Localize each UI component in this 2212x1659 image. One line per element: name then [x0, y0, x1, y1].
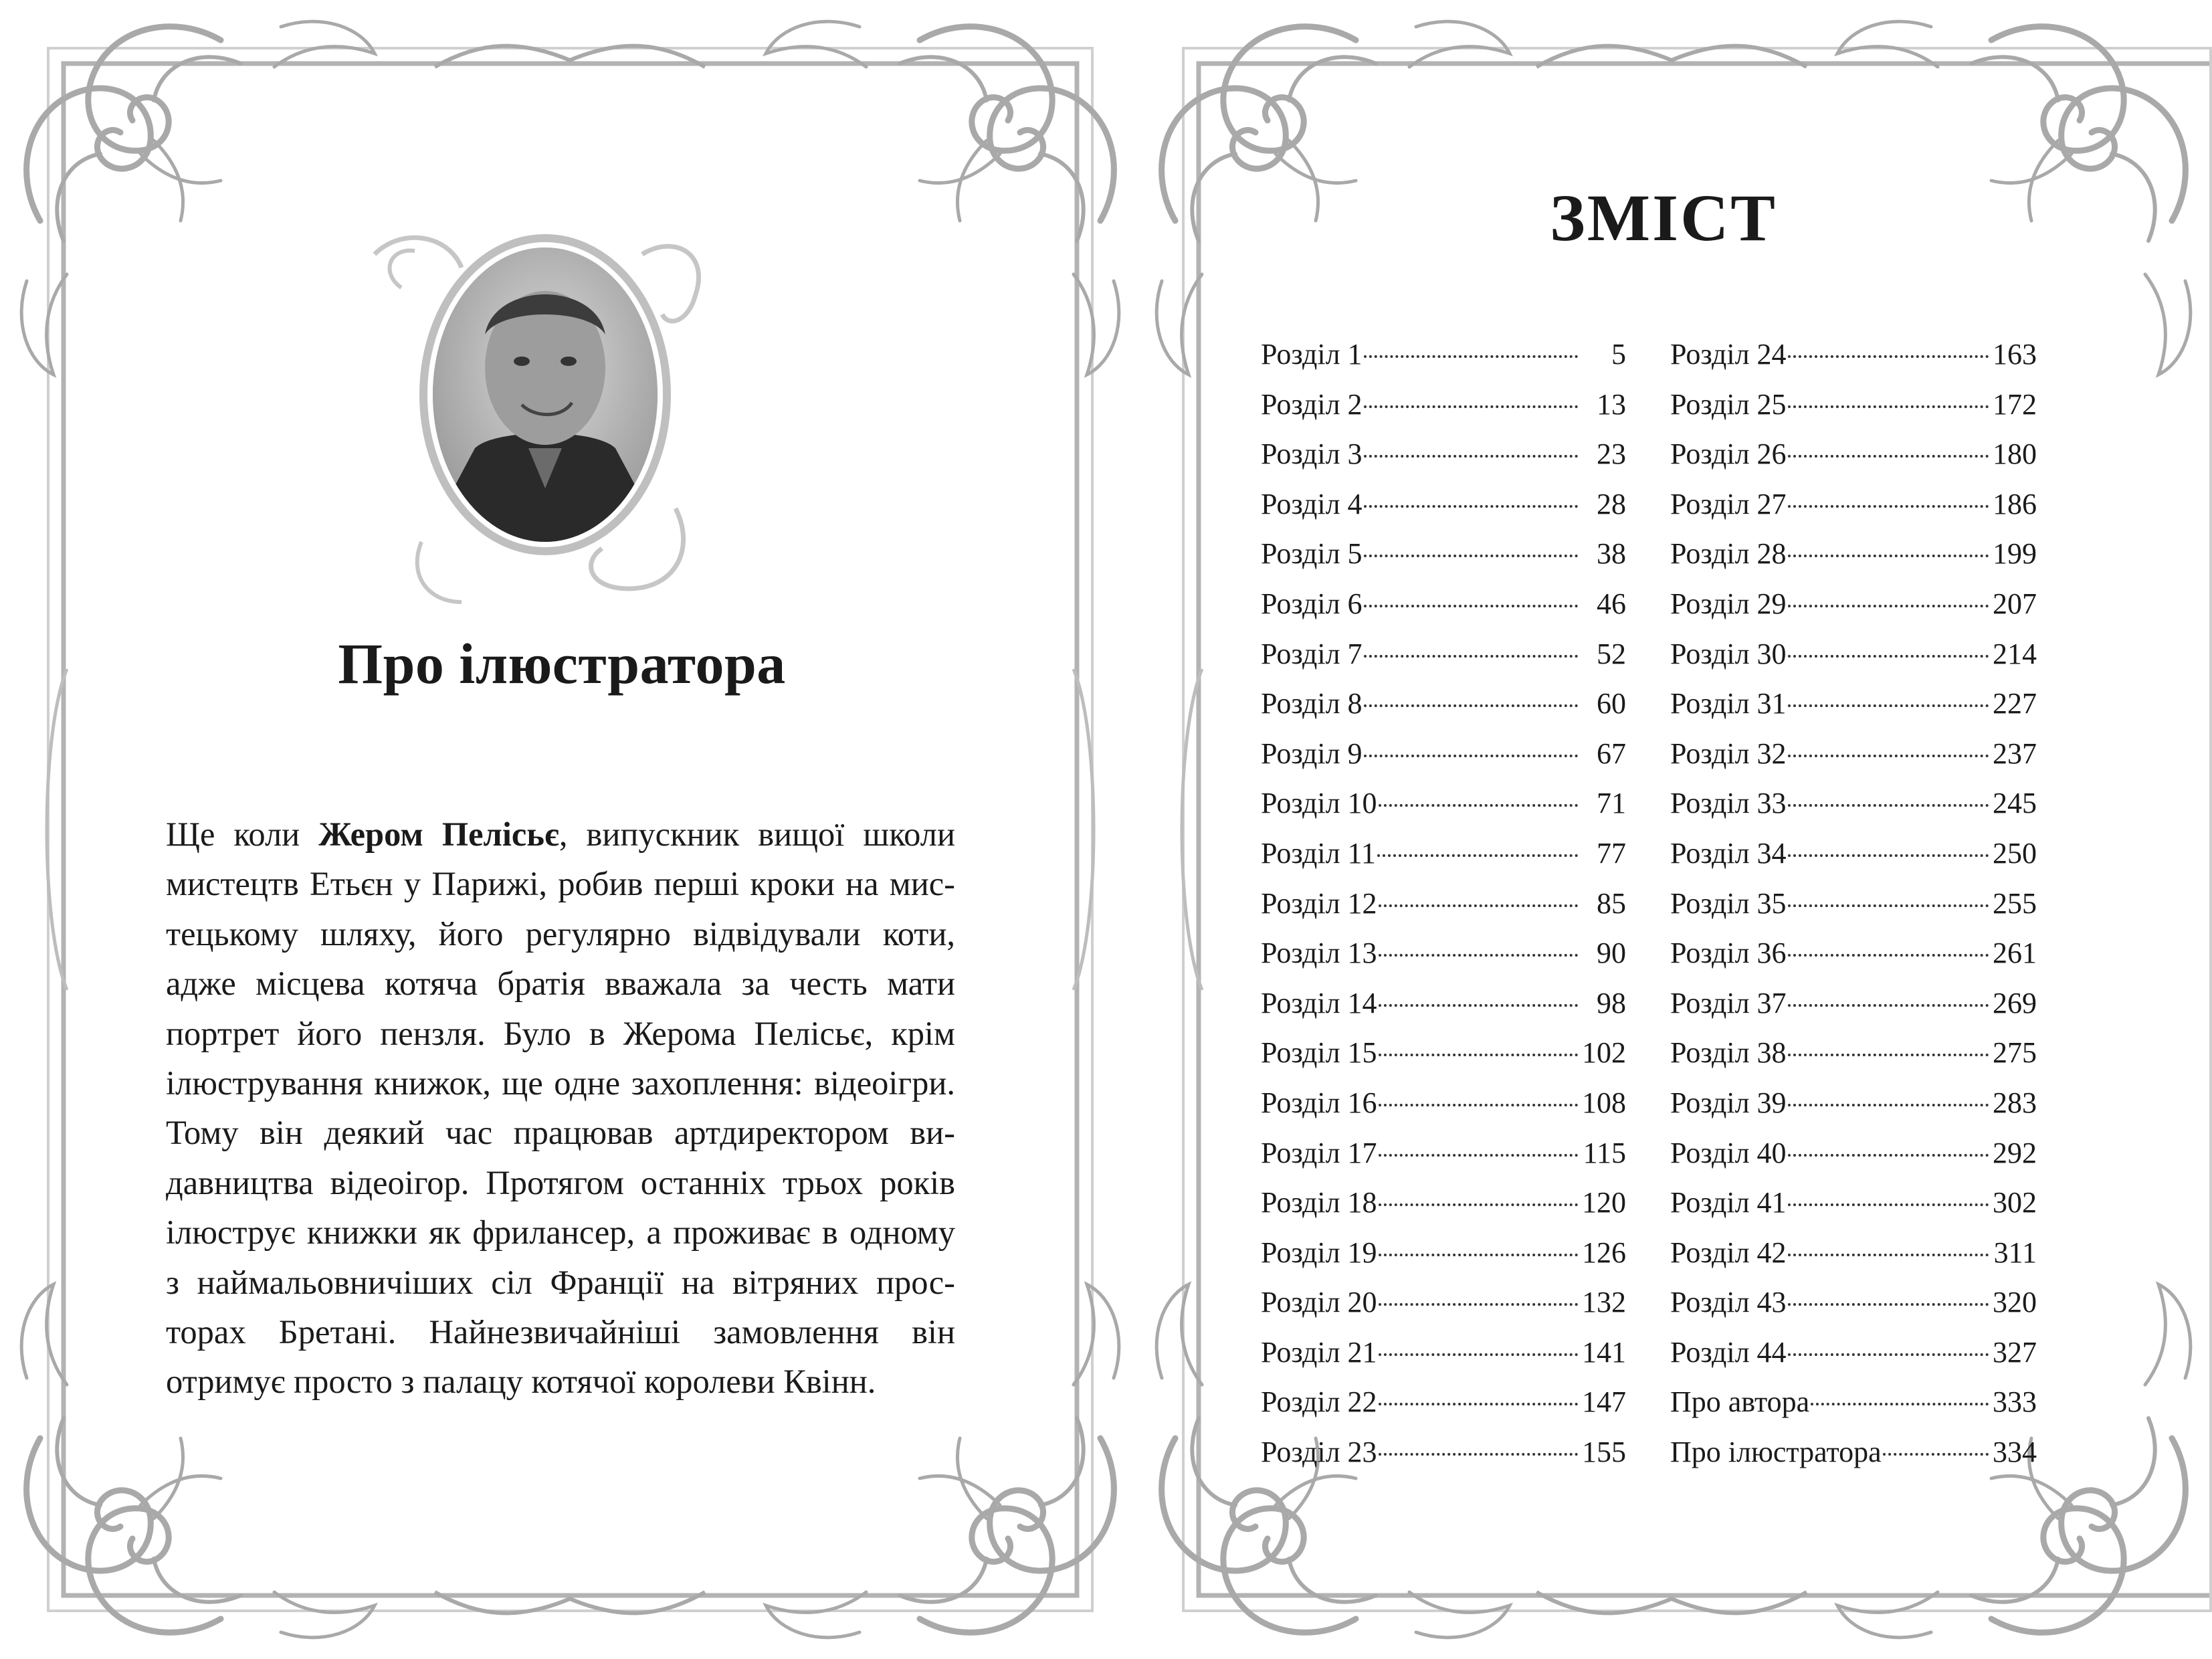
toc-leader-dots	[1788, 555, 1989, 557]
toc-entry[interactable]	[1670, 1185, 2037, 1236]
toc-entry-label: Розділ 9	[1261, 737, 1363, 770]
toc-entry[interactable]	[1261, 536, 1626, 587]
toc-entry[interactable]	[1670, 936, 2037, 986]
toc-leader-dots	[1379, 1353, 1578, 1356]
bio-line: портрет його пензля. Було в Жерома Пелісьє, крім	[166, 1014, 955, 1052]
bio-line: ілюстрування книжок, ще одне захоплення: відеоігри.	[166, 1064, 955, 1102]
toc-entry-label: Розділ 21	[1261, 1335, 1377, 1369]
toc-entry-label: Розділ 24	[1670, 338, 1787, 371]
toc-entry-page: 77	[1597, 836, 1626, 870]
toc-entry[interactable]	[1261, 1086, 1626, 1136]
right-page	[1135, 0, 2212, 1659]
toc-entry-page: 120	[1582, 1186, 1626, 1219]
toc-entry-page: 214	[1993, 637, 2037, 670]
toc-entry-page: 311	[1993, 1236, 2037, 1269]
toc-entry-label: Розділ 28	[1670, 537, 1787, 571]
toc-entry-page: 108	[1582, 1086, 1626, 1119]
toc-entry-label: Розділ 7	[1261, 637, 1363, 670]
toc-leader-dots	[1788, 1104, 1989, 1106]
toc-leader-dots	[1788, 804, 1989, 807]
toc-entry-label: Розділ 18	[1261, 1186, 1377, 1219]
portrait-frame	[361, 227, 736, 615]
toc-entry[interactable]	[1670, 536, 2037, 587]
toc-leader-dots	[1379, 1403, 1578, 1405]
toc-entry-page: 199	[1993, 537, 2037, 571]
toc-entry-page: 85	[1597, 886, 1626, 920]
toc-entry[interactable]	[1261, 686, 1626, 737]
toc-entry-label: Розділ 33	[1670, 787, 1787, 820]
toc-entry-page: 163	[1993, 338, 2037, 371]
toc-leader-dots	[1788, 655, 1989, 658]
left-page	[0, 0, 1077, 1659]
toc-entry-label: Розділ 32	[1670, 737, 1787, 770]
toc-entry[interactable]	[1261, 337, 1626, 387]
toc-leader-dots	[1811, 1403, 1989, 1405]
toc-entry-label: Розділ 27	[1670, 487, 1787, 520]
toc-entry-page: 292	[1993, 1136, 2037, 1169]
toc-leader-dots	[1379, 1203, 1578, 1206]
toc-entry[interactable]	[1261, 836, 1626, 886]
toc-entry-page: 147	[1582, 1385, 1626, 1419]
toc-leader-dots	[1379, 1154, 1578, 1157]
toc-entry-page: 250	[1993, 836, 2037, 870]
toc-entry-page: 255	[1993, 886, 2037, 920]
toc-entry-label: Розділ 37	[1670, 986, 1787, 1019]
toc-leader-dots	[1364, 355, 1578, 358]
toc-entry-page: 261	[1993, 937, 2037, 970]
toc-entry-label: Розділ 25	[1670, 387, 1787, 421]
toc-leader-dots	[1379, 1104, 1578, 1106]
toc-entry-label: Розділ 13	[1261, 937, 1377, 970]
toc-entry-label: Розділ 44	[1670, 1335, 1787, 1369]
toc-entry-label: Про ілюстратора	[1670, 1436, 1882, 1469]
toc-entry[interactable]	[1670, 886, 2037, 937]
toc-entry-label: Розділ 10	[1261, 787, 1377, 820]
bio-line: з наймальовничіших сіл Франції на вітряних прос-	[166, 1263, 955, 1301]
toc-entry-label: Розділ 4	[1261, 487, 1363, 520]
toc-entry-page: 186	[1993, 487, 2037, 520]
toc-entry[interactable]	[1670, 686, 2037, 737]
bio-line	[166, 809, 955, 859]
illustrator-name: Жером Пелісьє	[318, 815, 559, 853]
toc-column-2	[1670, 337, 2037, 1485]
toc-entry[interactable]	[1670, 337, 2037, 387]
bio-line: давництва відеоігор. Протягом останніх трьох років	[166, 1163, 955, 1201]
toc-leader-dots	[1364, 555, 1578, 557]
toc-entry-page: 207	[1993, 587, 2037, 620]
toc-leader-dots	[1379, 904, 1578, 907]
toc-leader-dots	[1788, 505, 1989, 508]
bio-text: Ще коли	[166, 815, 319, 853]
toc-entry[interactable]	[1261, 1236, 1626, 1286]
toc-entry-label: Розділ 42	[1670, 1236, 1787, 1269]
toc-entry-page: 333	[1993, 1385, 2037, 1419]
toc-entry-page: 275	[1993, 1036, 2037, 1070]
toc-entry-label: Розділ 39	[1670, 1086, 1787, 1119]
toc-entry-label: Розділ 5	[1261, 537, 1363, 571]
toc-leader-dots	[1377, 854, 1578, 857]
toc-entry[interactable]	[1261, 1185, 1626, 1236]
toc-entry[interactable]	[1670, 1285, 2037, 1335]
toc-entry-page: 327	[1993, 1335, 2037, 1369]
toc-entry-label: Розділ 3	[1261, 437, 1363, 471]
toc-leader-dots	[1788, 1203, 1989, 1206]
toc-entry[interactable]	[1261, 786, 1626, 836]
toc-entry-label: Розділ 43	[1670, 1286, 1787, 1319]
toc-entry-label: Розділ 35	[1670, 886, 1787, 920]
toc-entry[interactable]	[1261, 886, 1626, 937]
bio-line: ілюструє книжки як фрилансер, а проживає в одному	[166, 1213, 955, 1252]
toc-leader-dots	[1788, 1004, 1989, 1007]
toc-entry[interactable]	[1261, 1285, 1626, 1335]
toc-entry-label: Розділ 34	[1670, 836, 1787, 870]
toc-entry-page: 13	[1597, 387, 1626, 421]
toc-leader-dots	[1379, 954, 1578, 957]
toc-entry[interactable]	[1261, 487, 1626, 537]
toc-entry[interactable]	[1670, 637, 2037, 687]
toc-entry[interactable]	[1670, 1385, 2037, 1435]
bio-line: мистецтв Етьєн у Парижі, робив перші кроки на мис-	[166, 865, 955, 903]
bio-line: адже місцева котяча братія вважала за честь мати	[166, 965, 955, 1003]
illustrator-bio	[166, 809, 955, 1407]
toc-entry-page: 52	[1597, 637, 1626, 670]
bio-text: , випускник вищої школи	[559, 815, 955, 853]
toc-entry[interactable]	[1261, 737, 1626, 787]
toc-entry[interactable]	[1261, 387, 1626, 437]
toc-leader-dots	[1364, 405, 1578, 408]
toc-leader-dots	[1788, 1154, 1989, 1157]
toc-entry[interactable]	[1261, 437, 1626, 487]
toc-entry[interactable]	[1670, 1236, 2037, 1286]
toc-leader-dots	[1883, 1453, 1989, 1456]
toc-entry-page: 141	[1582, 1335, 1626, 1369]
toc-leader-dots	[1788, 1353, 1989, 1356]
toc-entry-page: 98	[1597, 986, 1626, 1019]
toc-entry-page: 237	[1993, 737, 2037, 770]
toc-entry-label: Розділ 2	[1261, 387, 1363, 421]
toc-entry-page: 180	[1993, 437, 2037, 471]
page-title: Про ілюстратора	[338, 631, 786, 696]
toc-entry-label: Розділ 16	[1261, 1086, 1377, 1119]
toc-entry-page: 67	[1597, 737, 1626, 770]
toc-entry-page: 126	[1582, 1236, 1626, 1269]
toc-entry[interactable]	[1261, 1385, 1626, 1435]
toc-leader-dots	[1364, 755, 1578, 757]
toc-leader-dots	[1788, 1303, 1989, 1306]
toc-entry[interactable]	[1670, 387, 2037, 437]
toc-entry-label: Розділ 41	[1670, 1186, 1787, 1219]
toc-leader-dots	[1364, 605, 1578, 607]
toc-entry-label: Розділ 12	[1261, 886, 1377, 920]
toc-leader-dots	[1788, 1054, 1989, 1056]
toc-leader-dots	[1379, 804, 1578, 807]
toc-entry-page: 132	[1582, 1286, 1626, 1319]
toc-entry[interactable]	[1670, 587, 2037, 637]
toc-entry-page: 71	[1597, 787, 1626, 820]
toc-leader-dots	[1379, 1303, 1578, 1306]
toc-entry-label: Розділ 17	[1261, 1136, 1377, 1169]
toc-entry-page: 227	[1993, 687, 2037, 720]
toc-entry-label: Розділ 23	[1261, 1436, 1377, 1469]
toc-leader-dots	[1788, 755, 1989, 757]
toc-entry-page: 5	[1611, 338, 1626, 371]
toc-leader-dots	[1364, 704, 1578, 707]
toc-entry[interactable]	[1670, 737, 2037, 787]
toc-entry-label: Розділ 30	[1670, 637, 1787, 670]
toc-entry[interactable]	[1261, 1435, 1626, 1485]
toc-entry-page: 60	[1597, 687, 1626, 720]
toc-entry[interactable]	[1670, 836, 2037, 886]
toc-leader-dots	[1379, 1054, 1578, 1056]
toc-entry[interactable]	[1670, 487, 2037, 537]
toc-entry-page: 320	[1993, 1286, 2037, 1319]
bio-line: отримує просто з палацу котячої королеви Квінн.	[166, 1363, 876, 1401]
toc-entry-page: 46	[1597, 587, 1626, 620]
toc-leader-dots	[1788, 904, 1989, 907]
toc-entry-label: Розділ 20	[1261, 1286, 1377, 1319]
toc-column-1	[1261, 337, 1626, 1485]
toc-entry[interactable]	[1261, 1036, 1626, 1086]
toc-entry-page: 334	[1993, 1436, 2037, 1469]
toc-entry-label: Розділ 11	[1261, 836, 1376, 870]
toc-leader-dots	[1788, 704, 1989, 707]
toc-entry-label: Розділ 19	[1261, 1236, 1377, 1269]
toc-entry-label: Розділ 15	[1261, 1036, 1377, 1070]
toc-entry-label: Розділ 31	[1670, 687, 1787, 720]
toc-entry[interactable]	[1261, 587, 1626, 637]
toc-leader-dots	[1788, 954, 1989, 957]
toc-entry-page: 269	[1993, 986, 2037, 1019]
toc-leader-dots	[1379, 1453, 1578, 1456]
toc-leader-dots	[1788, 355, 1989, 358]
toc-entry[interactable]	[1670, 1435, 2037, 1485]
toc-entry[interactable]	[1261, 986, 1626, 1036]
toc-entry-label: Розділ 38	[1670, 1036, 1787, 1070]
bio-line: тецькому шляху, його регулярно відвідували коти,	[166, 914, 955, 953]
toc-entry[interactable]	[1670, 1036, 2037, 1086]
toc-entry-page: 38	[1597, 537, 1626, 571]
toc-entry-label: Розділ 26	[1670, 437, 1787, 471]
toc-entry-page: 28	[1597, 487, 1626, 520]
toc-entry[interactable]	[1670, 1086, 2037, 1136]
toc-entry-page: 90	[1597, 937, 1626, 970]
toc-leader-dots	[1364, 505, 1578, 508]
toc-entry-label: Розділ 36	[1670, 937, 1787, 970]
toc-entry-page: 302	[1993, 1186, 2037, 1219]
toc-leader-dots	[1788, 854, 1989, 857]
toc-entry-label: Розділ 6	[1261, 587, 1363, 620]
toc-leader-dots	[1788, 1254, 1989, 1256]
toc-entry-label: Розділ 22	[1261, 1385, 1377, 1419]
toc-entry[interactable]	[1261, 637, 1626, 687]
toc-entry-label: Розділ 8	[1261, 687, 1363, 720]
toc-leader-dots	[1364, 655, 1578, 658]
toc-entry-label: Про автора	[1670, 1385, 1810, 1419]
toc-entry-label: Розділ 1	[1261, 338, 1363, 371]
toc-entry[interactable]	[1670, 986, 2037, 1036]
toc-entry-label: Розділ 40	[1670, 1136, 1787, 1169]
toc-entry-page: 102	[1582, 1036, 1626, 1070]
toc-entry-page: 172	[1993, 387, 2037, 421]
toc-entry[interactable]	[1261, 1136, 1626, 1186]
toc-entry-page: 283	[1993, 1086, 2037, 1119]
toc-leader-dots	[1788, 605, 1989, 607]
toc-entry-page: 23	[1597, 437, 1626, 471]
toc-entry-page: 115	[1583, 1136, 1626, 1169]
toc-entry-label: Розділ 29	[1670, 587, 1787, 620]
toc-leader-dots	[1379, 1254, 1578, 1256]
toc-title: ЗМІСТ	[1550, 181, 1777, 255]
toc-entry[interactable]	[1670, 1335, 2037, 1385]
toc-leader-dots	[1788, 455, 1989, 458]
bio-line: торах Бретані. Найнезвичайніші замовлення він	[166, 1312, 955, 1351]
toc-entry[interactable]	[1670, 1136, 2037, 1186]
toc-leader-dots	[1788, 405, 1989, 408]
portrait-ornament	[361, 227, 736, 615]
toc-entry[interactable]	[1261, 936, 1626, 986]
toc-entry-page: 245	[1993, 787, 2037, 820]
toc-leader-dots	[1379, 1004, 1578, 1007]
toc-entry[interactable]	[1261, 1335, 1626, 1385]
bio-line: Тому він деякий час працював артдиректором ви-	[166, 1114, 955, 1152]
toc-entry-label: Розділ 14	[1261, 986, 1377, 1019]
toc-entry[interactable]	[1670, 437, 2037, 487]
toc-entry[interactable]	[1670, 786, 2037, 836]
toc-leader-dots	[1364, 455, 1578, 458]
toc-entry-page: 155	[1582, 1436, 1626, 1469]
